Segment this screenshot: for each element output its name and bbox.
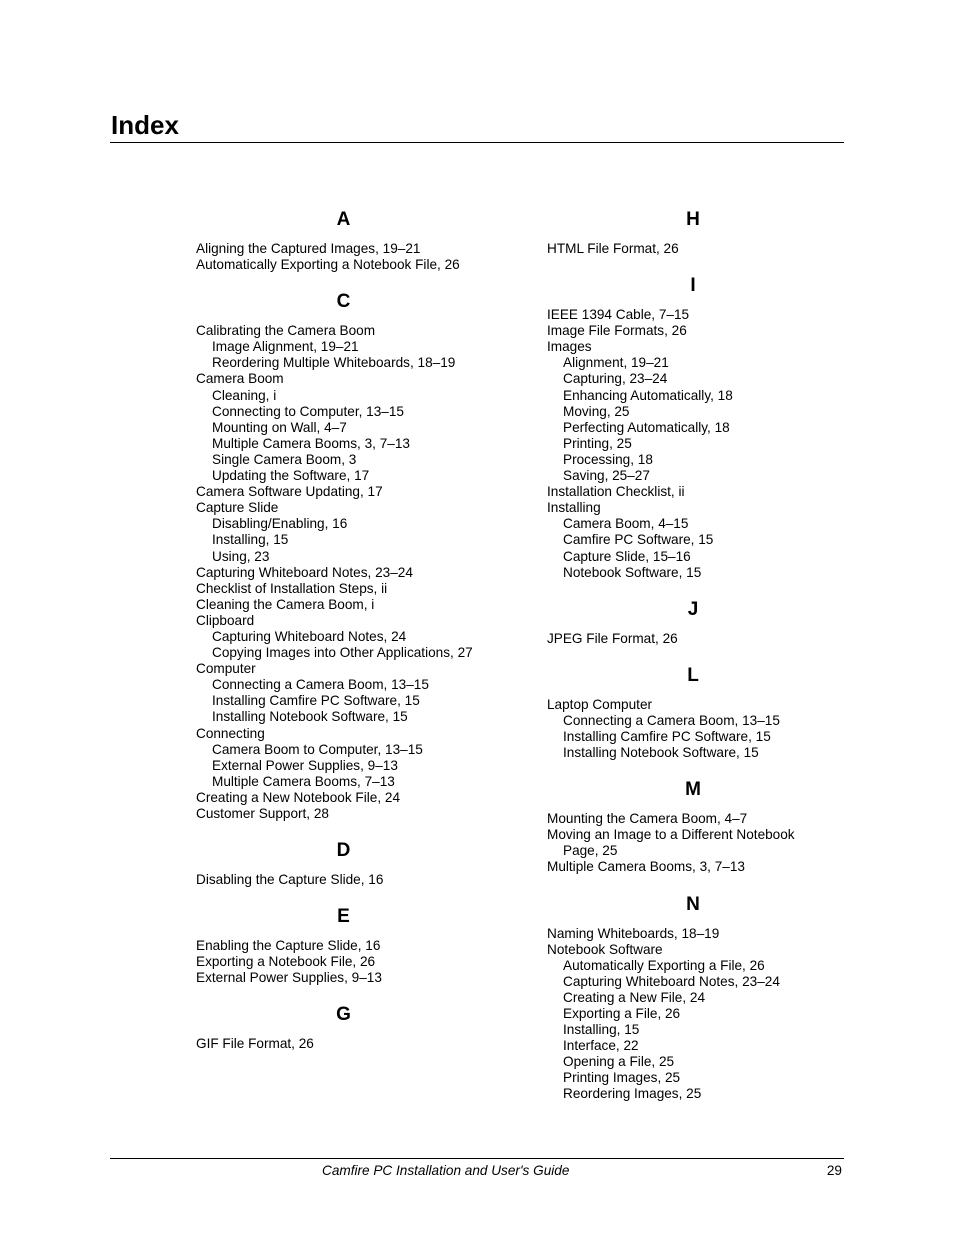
- section-letter: D: [336, 840, 351, 862]
- index-entry: Installing: [547, 500, 601, 516]
- index-subentry: Connecting a Camera Boom, 13–15: [212, 677, 429, 693]
- index-entry: Capturing Whiteboard Notes, 23–24: [196, 564, 413, 580]
- index-subentry: Mounting on Wall, 4–7: [212, 419, 347, 435]
- index-subentry: Multiple Camera Booms, 3, 7–13: [212, 435, 410, 451]
- section-letter: J: [687, 598, 699, 620]
- index-subentry: Image Alignment, 19–21: [212, 339, 359, 355]
- index-section-j: [547, 597, 847, 647]
- index-subentry: Printing, 25: [563, 435, 632, 451]
- index-section-c: [196, 289, 496, 822]
- section-letter: M: [685, 779, 701, 801]
- index-section-d: [196, 838, 496, 888]
- index-subentry: Exporting a File, 26: [563, 1006, 681, 1021]
- index-entry: Disabling the Capture Slide, 16: [196, 872, 384, 888]
- index-entry: Camera Software Updating, 17: [196, 484, 383, 500]
- index-subentry: Creating a New File, 24: [563, 989, 706, 1005]
- index-subentry: Capturing, 23–24: [563, 371, 668, 387]
- index-section-i: [547, 273, 847, 581]
- index-subentry: Copying Images into Other Applications, 27: [212, 645, 473, 661]
- index-entry: JPEG File Format, 26: [547, 630, 678, 646]
- index-subentry: Cleaning, i: [212, 387, 277, 403]
- index-section-n: [547, 892, 847, 1103]
- index-subentry: Camfire PC Software, 15: [563, 532, 714, 548]
- index-section-e: [196, 904, 496, 986]
- section-letter: E: [337, 906, 350, 928]
- index-subentry: Connecting a Camera Boom, 13–15: [563, 712, 780, 728]
- index-entry: Installation Checklist, ii: [547, 484, 685, 500]
- index-subentry: Single Camera Boom, 3: [212, 451, 357, 467]
- index-column-left: [196, 207, 496, 1069]
- index-entry: Images: [547, 339, 592, 355]
- index-subentry: Multiple Camera Booms, 7–13: [212, 773, 395, 789]
- index-entry: GIF File Format, 26: [196, 1036, 314, 1052]
- index-subentry: Installing Camfire PC Software, 15: [212, 693, 420, 709]
- index-entry: External Power Supplies, 9–13: [196, 970, 382, 986]
- index-entry: Computer: [196, 661, 256, 677]
- footer-rule: [110, 1158, 844, 1159]
- index-entry: Exporting a Notebook File, 26: [196, 954, 376, 970]
- index-entry: Aligning the Captured Images, 19–21: [196, 241, 421, 256]
- index-subentry: Disabling/Enabling, 16: [212, 516, 348, 532]
- index-section-l: [547, 663, 847, 761]
- section-letter: L: [687, 664, 699, 686]
- index-entry: Capture Slide: [196, 500, 279, 516]
- index-subentry: Installing Notebook Software, 15: [212, 709, 408, 725]
- page-number: 29: [826, 1163, 842, 1178]
- index-entry: HTML File Format, 26: [547, 241, 679, 256]
- index-subentry: Saving, 25–27: [563, 468, 650, 484]
- index-column-right: [547, 207, 847, 1119]
- index-entry: Customer Support, 28: [196, 806, 329, 821]
- index-entry: Automatically Exporting a Notebook File, 26: [196, 257, 460, 273]
- index-subentry: Capture Slide, 15–16: [563, 548, 691, 564]
- index-entry: Laptop Computer: [547, 696, 653, 712]
- index-subentry: Printing Images, 25: [563, 1070, 681, 1086]
- index-subentry: Installing, 15: [212, 532, 289, 548]
- index-subentry: Installing Camfire PC Software, 15: [563, 728, 771, 744]
- index-entry: Creating a New Notebook File, 24: [196, 789, 401, 805]
- index-subentry: Camera Boom to Computer, 13–15: [212, 741, 423, 757]
- index-subentry: Alignment, 19–21: [563, 355, 669, 371]
- index-subentry: Connecting to Computer, 13–15: [212, 403, 404, 419]
- index-subentry: Updating the Software, 17: [212, 468, 370, 484]
- index-section-a: [196, 207, 496, 273]
- index-subentry: Reordering Images, 25: [563, 1086, 702, 1102]
- index-subentry: Moving, 25: [563, 403, 630, 419]
- index-entry: IEEE 1394 Cable, 7–15: [547, 307, 690, 323]
- title-rule: [110, 142, 844, 143]
- index-subentry: Capturing Whiteboard Notes, 24: [212, 628, 407, 644]
- index-entry: Naming Whiteboards, 18–19: [547, 925, 720, 941]
- index-section-g: [196, 1002, 496, 1052]
- section-letter: H: [686, 209, 700, 230]
- index-entry: Camera Boom: [196, 371, 284, 387]
- index-subentry: Notebook Software, 15: [563, 564, 702, 580]
- index-section-m: [547, 777, 847, 875]
- index-entry: Multiple Camera Booms, 3, 7–13: [547, 859, 745, 875]
- index-subentry: Using, 23: [212, 548, 270, 564]
- index-subentry: Installing, 15: [563, 1022, 640, 1038]
- section-letter: I: [690, 275, 696, 297]
- index-subentry: Automatically Exporting a File, 26: [563, 957, 765, 973]
- page-title: Index: [111, 110, 179, 140]
- index-entry: Checklist of Installation Steps, ii: [196, 580, 388, 596]
- index-subentry: Capturing Whiteboard Notes, 23–24: [563, 973, 780, 989]
- index-subentry: Perfecting Automatically, 18: [563, 419, 730, 435]
- index-entry: Enabling the Capture Slide, 16: [196, 938, 381, 954]
- section-letter: A: [336, 209, 351, 230]
- section-letter: N: [686, 893, 700, 915]
- index-entry: Connecting: [196, 725, 265, 741]
- index-entry: Image File Formats, 26: [547, 323, 687, 339]
- index-subentry: Interface, 22: [563, 1038, 639, 1054]
- index-subentry: Reordering Multiple Whiteboards, 18–19: [212, 355, 456, 371]
- index-entry: Mounting the Camera Boom, 4–7: [547, 811, 748, 827]
- index-entry: Notebook Software: [547, 941, 663, 957]
- index-subentry: Installing Notebook Software, 15: [563, 745, 759, 761]
- index-subentry: Processing, 18: [563, 451, 653, 467]
- index-subentry: Enhancing Automatically, 18: [563, 387, 733, 403]
- section-letter: G: [336, 1004, 351, 1026]
- index-subentry: Page, 25: [563, 843, 618, 859]
- index-subentry: External Power Supplies, 9–13: [212, 757, 398, 773]
- index-entry: Cleaning the Camera Boom, i: [196, 596, 375, 612]
- index-entry: Calibrating the Camera Boom: [196, 323, 376, 339]
- index-subentry: Camera Boom, 4–15: [563, 516, 689, 532]
- index-entry: Clipboard: [196, 612, 255, 628]
- index-entry: Moving an Image to a Different Notebook: [547, 827, 795, 843]
- index-section-h: [547, 207, 847, 257]
- section-letter: C: [336, 291, 351, 313]
- index-subentry: Opening a File, 25: [563, 1054, 675, 1070]
- footer-title: Camfire PC Installation and User's Guide: [322, 1163, 570, 1178]
